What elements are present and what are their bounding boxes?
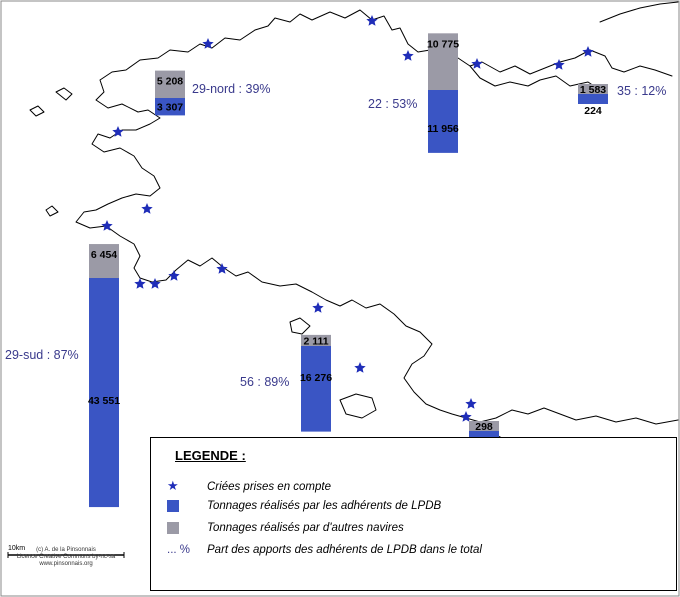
pct-label-29-nord: 29-nord : 39% bbox=[192, 82, 271, 96]
bar-label-lpdb-35: 224 bbox=[584, 105, 602, 117]
credit-text bbox=[6, 547, 126, 568]
legend-label-criees: Criées prises en compte bbox=[207, 481, 331, 493]
legend bbox=[150, 437, 677, 591]
pct-label-56: 56 : 89% bbox=[240, 375, 290, 389]
bar-label-lpdb-22: 11 956 bbox=[427, 123, 459, 135]
pct-label-22: 22 : 53% bbox=[368, 97, 418, 111]
bar-label-autres-35: 1 583 bbox=[579, 84, 607, 96]
bar-label-lpdb-56: 16 276 bbox=[299, 372, 333, 384]
legend-pct-symbol: ... % bbox=[167, 544, 191, 556]
legend-row-lpdb bbox=[167, 500, 441, 512]
legend-title: LEGENDE : bbox=[175, 448, 246, 463]
bar-label-autres-56: 2 111 bbox=[303, 335, 329, 348]
bar-lpdb-56 bbox=[301, 346, 331, 432]
legend-row-autres bbox=[167, 522, 404, 534]
legend-swatch-autres bbox=[167, 522, 179, 534]
bar-label-autres-29-sud: 6 454 bbox=[90, 249, 118, 262]
credit-line: Licence Creative Commons by-nc-sa bbox=[16, 554, 116, 560]
pct-label-29-sud: 29-sud : 87% bbox=[5, 348, 79, 362]
bar-label-autres-29-nord: 5 208 bbox=[156, 75, 184, 88]
credit-line: www.pinsonnais.org bbox=[39, 561, 93, 567]
bar-label-autres-44: 298 bbox=[475, 421, 493, 433]
scale-label: 10km bbox=[8, 545, 26, 552]
credit-line: (c) A. de la Pinsonnais bbox=[36, 547, 96, 553]
star-icon: ★ bbox=[167, 478, 179, 493]
bar-lpdb-29-sud bbox=[89, 278, 119, 507]
legend-swatch-lpdb bbox=[167, 500, 179, 512]
bar-label-lpdb-29-nord: 3 307 bbox=[156, 101, 184, 114]
legend-label-lpdb: Tonnages réalisés par les adhérents de LPDB bbox=[207, 500, 442, 513]
bar-label-lpdb-29-sud: 43 551 bbox=[87, 395, 121, 407]
bar-lpdb-22 bbox=[428, 90, 458, 153]
legend-label-autres: Tonnages réalisés par d'autres navires bbox=[207, 522, 404, 535]
pct-label-35: 35 : 12% bbox=[617, 84, 667, 98]
legend-row-pct bbox=[167, 544, 482, 556]
legend-row-criees bbox=[167, 478, 331, 494]
legend-label-pct: Part des apports des adhérents de LPDB dans le total bbox=[207, 544, 482, 556]
bar-label-autres-22: 10 775 bbox=[426, 38, 460, 51]
